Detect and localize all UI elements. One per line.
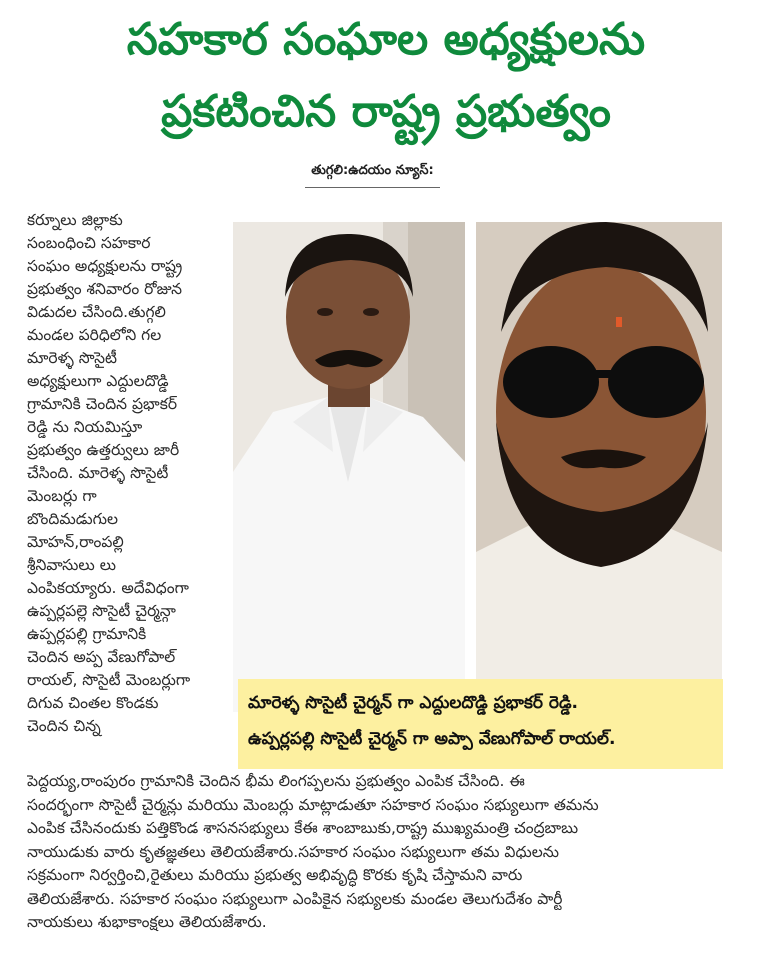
article-line: మోహన్,రాంపల్లి: [27, 533, 124, 551]
article-line: ఉప్పర్లపల్లి గ్రామానికి: [27, 625, 147, 643]
article-line: విడుదల చేసింది.తుగ్గలి: [27, 303, 166, 321]
photo-prabhakar-reddy: [233, 222, 465, 712]
caption-venugopal: ఉప్పర్లపల్లి సొసైటీ చైర్మన్ గా అప్పా వేణుగోపాల్ రాయల్.: [248, 729, 616, 749]
article-line: చెందిన అప్ప వేణుగోపాల్: [27, 648, 176, 666]
article-line: ప్రభుత్వం ఉత్తర్వులు జారీ: [27, 441, 180, 459]
article-line: బొందిమడుగుల: [27, 510, 118, 528]
article-line: మండల పరిధిలోని గల: [27, 326, 162, 344]
caption-prabhakar: మారెళ్ళ సొసైటీ చైర్మన్ గా ఎద్దులదొడ్డి ప్రభాకర్ రెడ్డి.: [248, 693, 578, 713]
headline-line-2: ప్రకటించిన రాష్ట్ర ప్రభుత్వం: [161, 86, 611, 137]
article-line: అధ్యక్షులుగా ఎద్దులదొడ్డి: [27, 372, 169, 390]
article-line: శ్రీనివాసులు లు: [27, 556, 117, 574]
photo-caption-box: [238, 679, 723, 769]
article-wide-line: నాయకులు శుభాకాంక్షలు తెలియజేశారు.: [27, 913, 267, 931]
article-line: దిగువ చింతల కొండకు: [27, 694, 159, 712]
article-wide-line: నాయుడుకు వారు కృతజ్ఞతలు తెలియజేశారు.సహకార సంఘం సభ్యులుగా తమ విధులను: [27, 842, 559, 861]
article-line: ఉప్పర్లపల్లె సొసైటీ చైర్మన్గా: [27, 602, 176, 620]
headline-line-1: సహకార సంఘాల అధ్యక్షులను: [126, 14, 646, 65]
article-line: మారెళ్ళ సొసైటీ: [27, 349, 118, 367]
article-wide-line: సందర్భంగా సొసైటీ చైర్మన్లు మరియు మెంబర్లు మాట్లాడుతూ సహకార సంఘం సభ్యులుగా తమను: [27, 795, 599, 814]
article-line: చెందిన చిన్న: [27, 717, 101, 735]
photo-venugopal-rayal: [476, 222, 722, 712]
article-line: రెడ్డి ను నియమిస్తూ: [27, 418, 143, 436]
article-wide-line: ఎంపిక చేసినందుకు పత్తికొండ శాసనసభ్యులు కేఈ శాంబాబుకు,రాష్ట్ర ముఖ్యమంత్రి చంద్రబాబు: [27, 819, 579, 837]
article-wide-line: తెలియజేశారు. సహకార సంఘం సభ్యులుగా ఎంపికైన సభ్యులకు మండల తెలుగుదేశం పార్టీ: [27, 889, 563, 908]
article-wide-line: పెద్దయ్య,రాంపురం గ్రామానికి చెందిన భీమ లింగప్పలను ప్రభుత్వం ఎంపిక చేసింది. ఈ: [27, 772, 525, 790]
article-line: గ్రామానికి చెందిన ప్రభాకర్: [27, 395, 178, 413]
article-line: రాయల్, సొసైటీ మెంబర్లుగా: [27, 671, 191, 689]
article-line: సంబంధించి సహకార: [27, 234, 151, 252]
article-line: మెంబర్లు గా: [27, 487, 97, 505]
article-line: కర్నూలు జిల్లాకు: [27, 211, 123, 229]
article-wide-line: సక్రమంగా నిర్వర్తించి,రైతులు మరియు ప్రభుత్వ అభివృద్ధి కొరకు కృషి చేస్తామని వారు: [27, 866, 523, 884]
article-line: సంఘం అధ్యక్షులను రాష్ట్ర: [27, 257, 183, 275]
article-line: ప్రభుత్వం శనివారం రోజున: [27, 280, 183, 298]
article-line: చేసింది. మారెళ్ళ సొసైటీ: [27, 464, 169, 482]
byline: తుగ్గలి:ఉదయం న్యూస్:: [305, 163, 440, 188]
article-line: ఎంపికయ్యారు. అదేవిధంగా: [27, 579, 189, 597]
